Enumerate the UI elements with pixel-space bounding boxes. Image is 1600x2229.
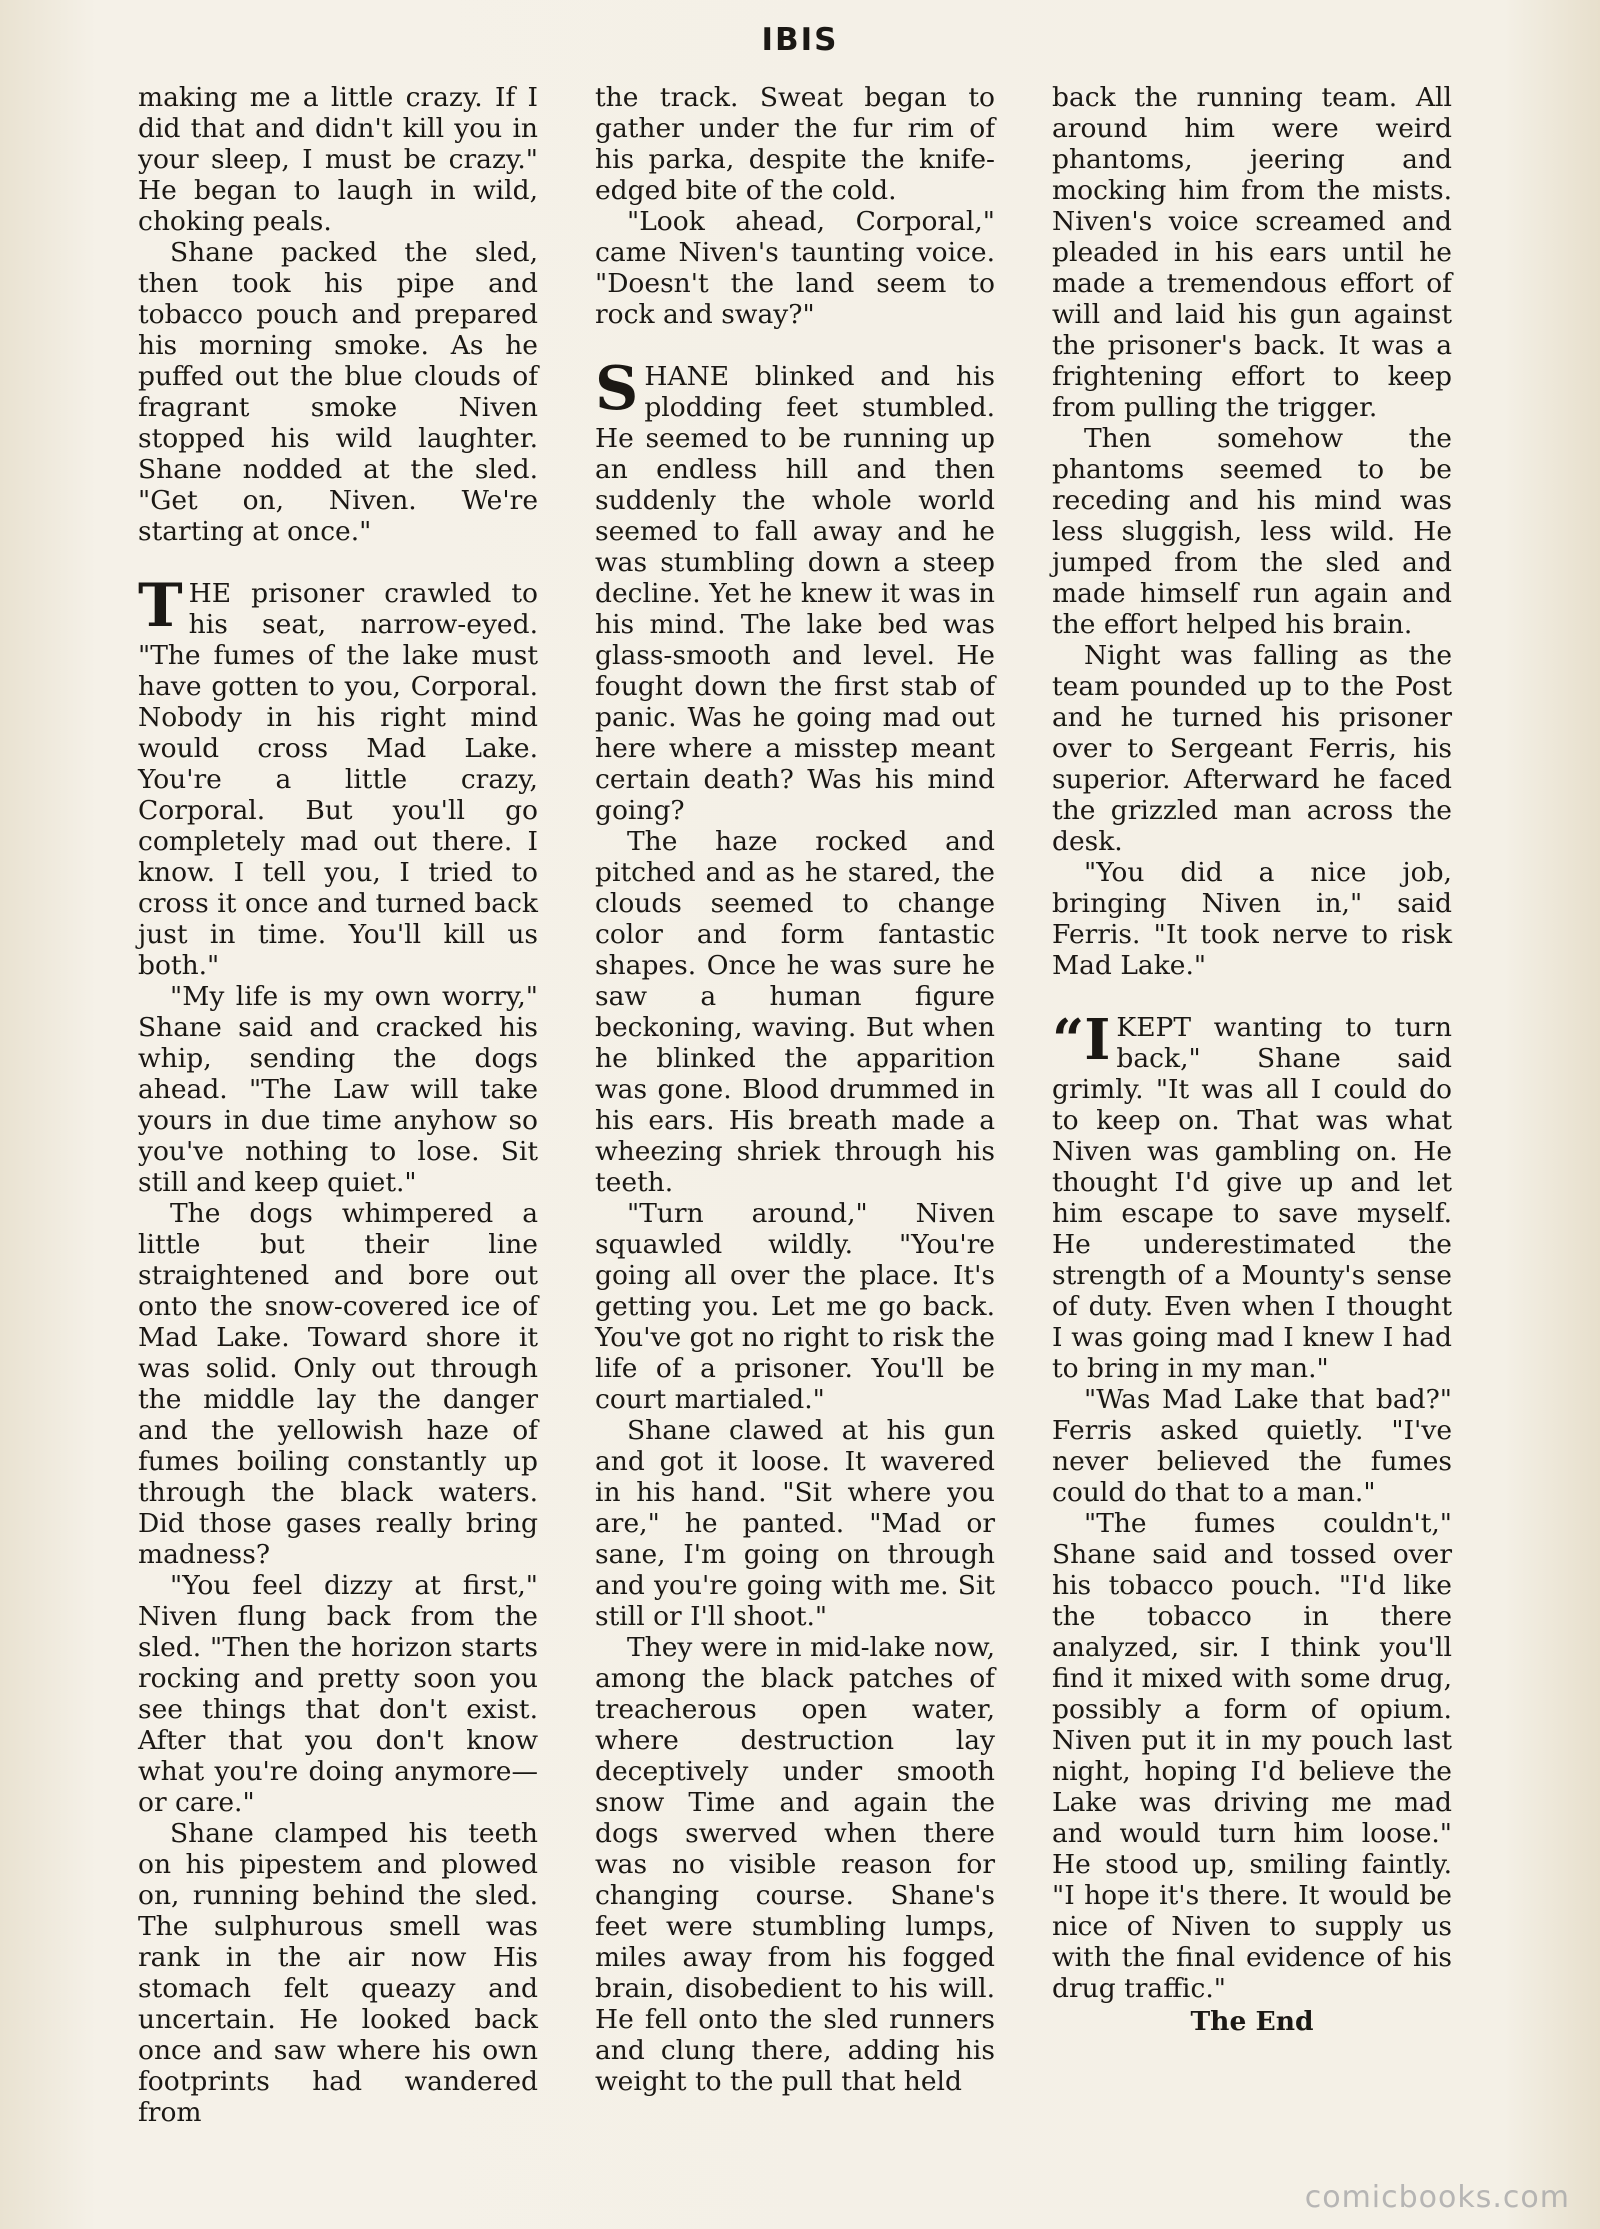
page-header: IBIS xyxy=(761,22,839,58)
paragraph: "Turn around," Niven squawled wildly. "You're going all over the place. It's getting you. Let me go back. You've got no right to risk the life of a prisoner. You'll be court martialed." xyxy=(595,1198,995,1415)
paragraph: "The fumes couldn't," Shane said and tossed over his tobacco pouch. "I'd like the tobacco in there analyzed, sir. I think you'll find it mixed with some drug, possibly a form of opium. Niven put it in my pouch last night, hoping I'd believe the Lake was driving me mad and would turn him loose." He stood up, smiling faintly. "I hope it's there. It would be nice of Niven to supply us with the final evidence of his drug traffic." xyxy=(1052,1508,1452,2004)
paragraph: They were in mid-lake now, among the black patches of treacherous open water, where destruction lay deceptively under smooth snow Time and again the dogs swerved when there was no visible reason for changing course. Shane's feet were stumbling lumps, miles away from his fogged brain, disobedient to his will. He fell onto the sled runners and clung there, adding his weight to the pull that held xyxy=(595,1632,995,2097)
paragraph: "My life is my own worry," Shane said and cracked his whip, sending the dogs ahead. "The Law will take yours in due time anyhow so you've nothing to lose. Sit still and keep quiet." xyxy=(138,981,538,1198)
drop-cap: T xyxy=(138,571,183,641)
paragraph: "Look ahead, Corporal," came Niven's taunting voice. "Doesn't the land seem to rock and sway?" xyxy=(595,206,995,330)
paragraph: The dogs whimpered a little but their line straightened and bore out onto the snow-covered ice of Mad Lake. Toward shore it was solid. Only out through the middle lay the danger and the yellowish haze of fumes boiling constantly up through the black waters. Did those gases really bring madness? xyxy=(138,1198,538,1570)
paragraph: Shane packed the sled, then took his pipe and tobacco pouch and prepared his morning smoke. As he puffed out the blue clouds of fragrant smoke Niven stopped his wild laughter. Shane nodded at the sled. "Get on, Niven. We're starting at once." xyxy=(138,237,538,547)
drop-cap: S xyxy=(595,354,639,424)
paragraph: "Was Mad Lake that bad?" Ferris asked quietly. "I've never believed the fumes could do that to a man." xyxy=(1052,1384,1452,1508)
text-column-2 xyxy=(595,82,995,2097)
paragraph: "You did a nice job, bringing Niven in," said Ferris. "It took nerve to risk Mad Lake." xyxy=(1052,857,1452,981)
paragraph: "You feel dizzy at first," Niven flung back from the sled. "Then the horizon starts rocking and pretty soon you see things that don't exist. After that you don't know what you're doing anymore—or care." xyxy=(138,1570,538,1818)
paragraph: the track. Sweat began to gather under the fur rim of his parka, despite the knife-edged bite of the cold. xyxy=(595,82,995,206)
text-column-3 xyxy=(1052,82,1452,2037)
paragraph: The haze rocked and pitched and as he stared, the clouds seemed to change color and form fantastic shapes. Once he was sure he saw a human figure beckoning, waving. But when he blinked the apparition was gone. Blood drummed in his ears. His breath made a wheezing shriek through his teeth. xyxy=(595,826,995,1198)
story-end-marker: The End xyxy=(1190,2006,1314,2037)
paragraph: making me a little crazy. If I did that and didn't kill you in your sleep, I must be crazy." He began to laugh in wild, choking peals. xyxy=(138,82,538,237)
paragraph: Then somehow the phantoms seemed to be receding and his mind was less sluggish, less wild. He jumped from the sled and made himself run again and the effort helped his brain. xyxy=(1052,423,1452,640)
section-paragraph: SHANE blinked and his plodding feet stumbled. He seemed to be running up an endless hill and then suddenly the whole world seemed to fall away and he was stumbling down a steep decline. Yet he knew it was in his mind. The lake bed was glass-smooth and level. He fought down the first stab of panic. Was he going mad out here where a misstep meant certain death? Was his mind going? xyxy=(595,354,995,826)
paragraph: Shane clawed at his gun and got it loose. It wavered in his hand. "Sit where you are," he panted. "Mad or sane, I'm going on through and you're going with me. Sit still or I'll shoot." xyxy=(595,1415,995,1632)
text-column-1 xyxy=(138,82,538,2128)
section-paragraph: THE prisoner crawled to his seat, narrow-eyed. "The fumes of the lake must have gotten to you, Corporal. Nobody in his right mind would cross Mad Lake. You're a little crazy, Corporal. But you'll go completely mad out there. I know. I tell you, I tried to cross it once and turned back just in time. You'll kill us both." xyxy=(138,571,538,981)
section-paragraph: “IKEPT wanting to turn back," Shane said grimly. "It was all I could do to keep on. That was what Niven was gambling on. He thought I'd give up and let him escape to save myself. He underestimated the strength of a Mounty's sense of duty. Even when I thought I was going mad I knew I had to bring in my man." xyxy=(1052,1007,1452,1384)
paragraph: Shane clamped his teeth on his pipestem and plowed on, running behind the sled. The sulphurous smell was rank in the air now His stomach felt queazy and uncertain. He looked back once and saw where his own footprints had wandered from xyxy=(138,1818,538,2128)
drop-cap: “I xyxy=(1052,1007,1111,1073)
paragraph: back the running team. All around him were weird phantoms, jeering and mocking him from the mists. Niven's voice screamed and pleaded in his ears until he made a tremendous effort of will and laid his gun against the prisoner's back. It was a frightening effort to keep from pulling the trigger. xyxy=(1052,82,1452,423)
site-watermark: comicbooks.com xyxy=(1304,2180,1570,2215)
paragraph: Night was falling as the team pounded up to the Post and he turned his prisoner over to Sergeant Ferris, his superior. Afterward he faced the grizzled man across the desk. xyxy=(1052,640,1452,857)
